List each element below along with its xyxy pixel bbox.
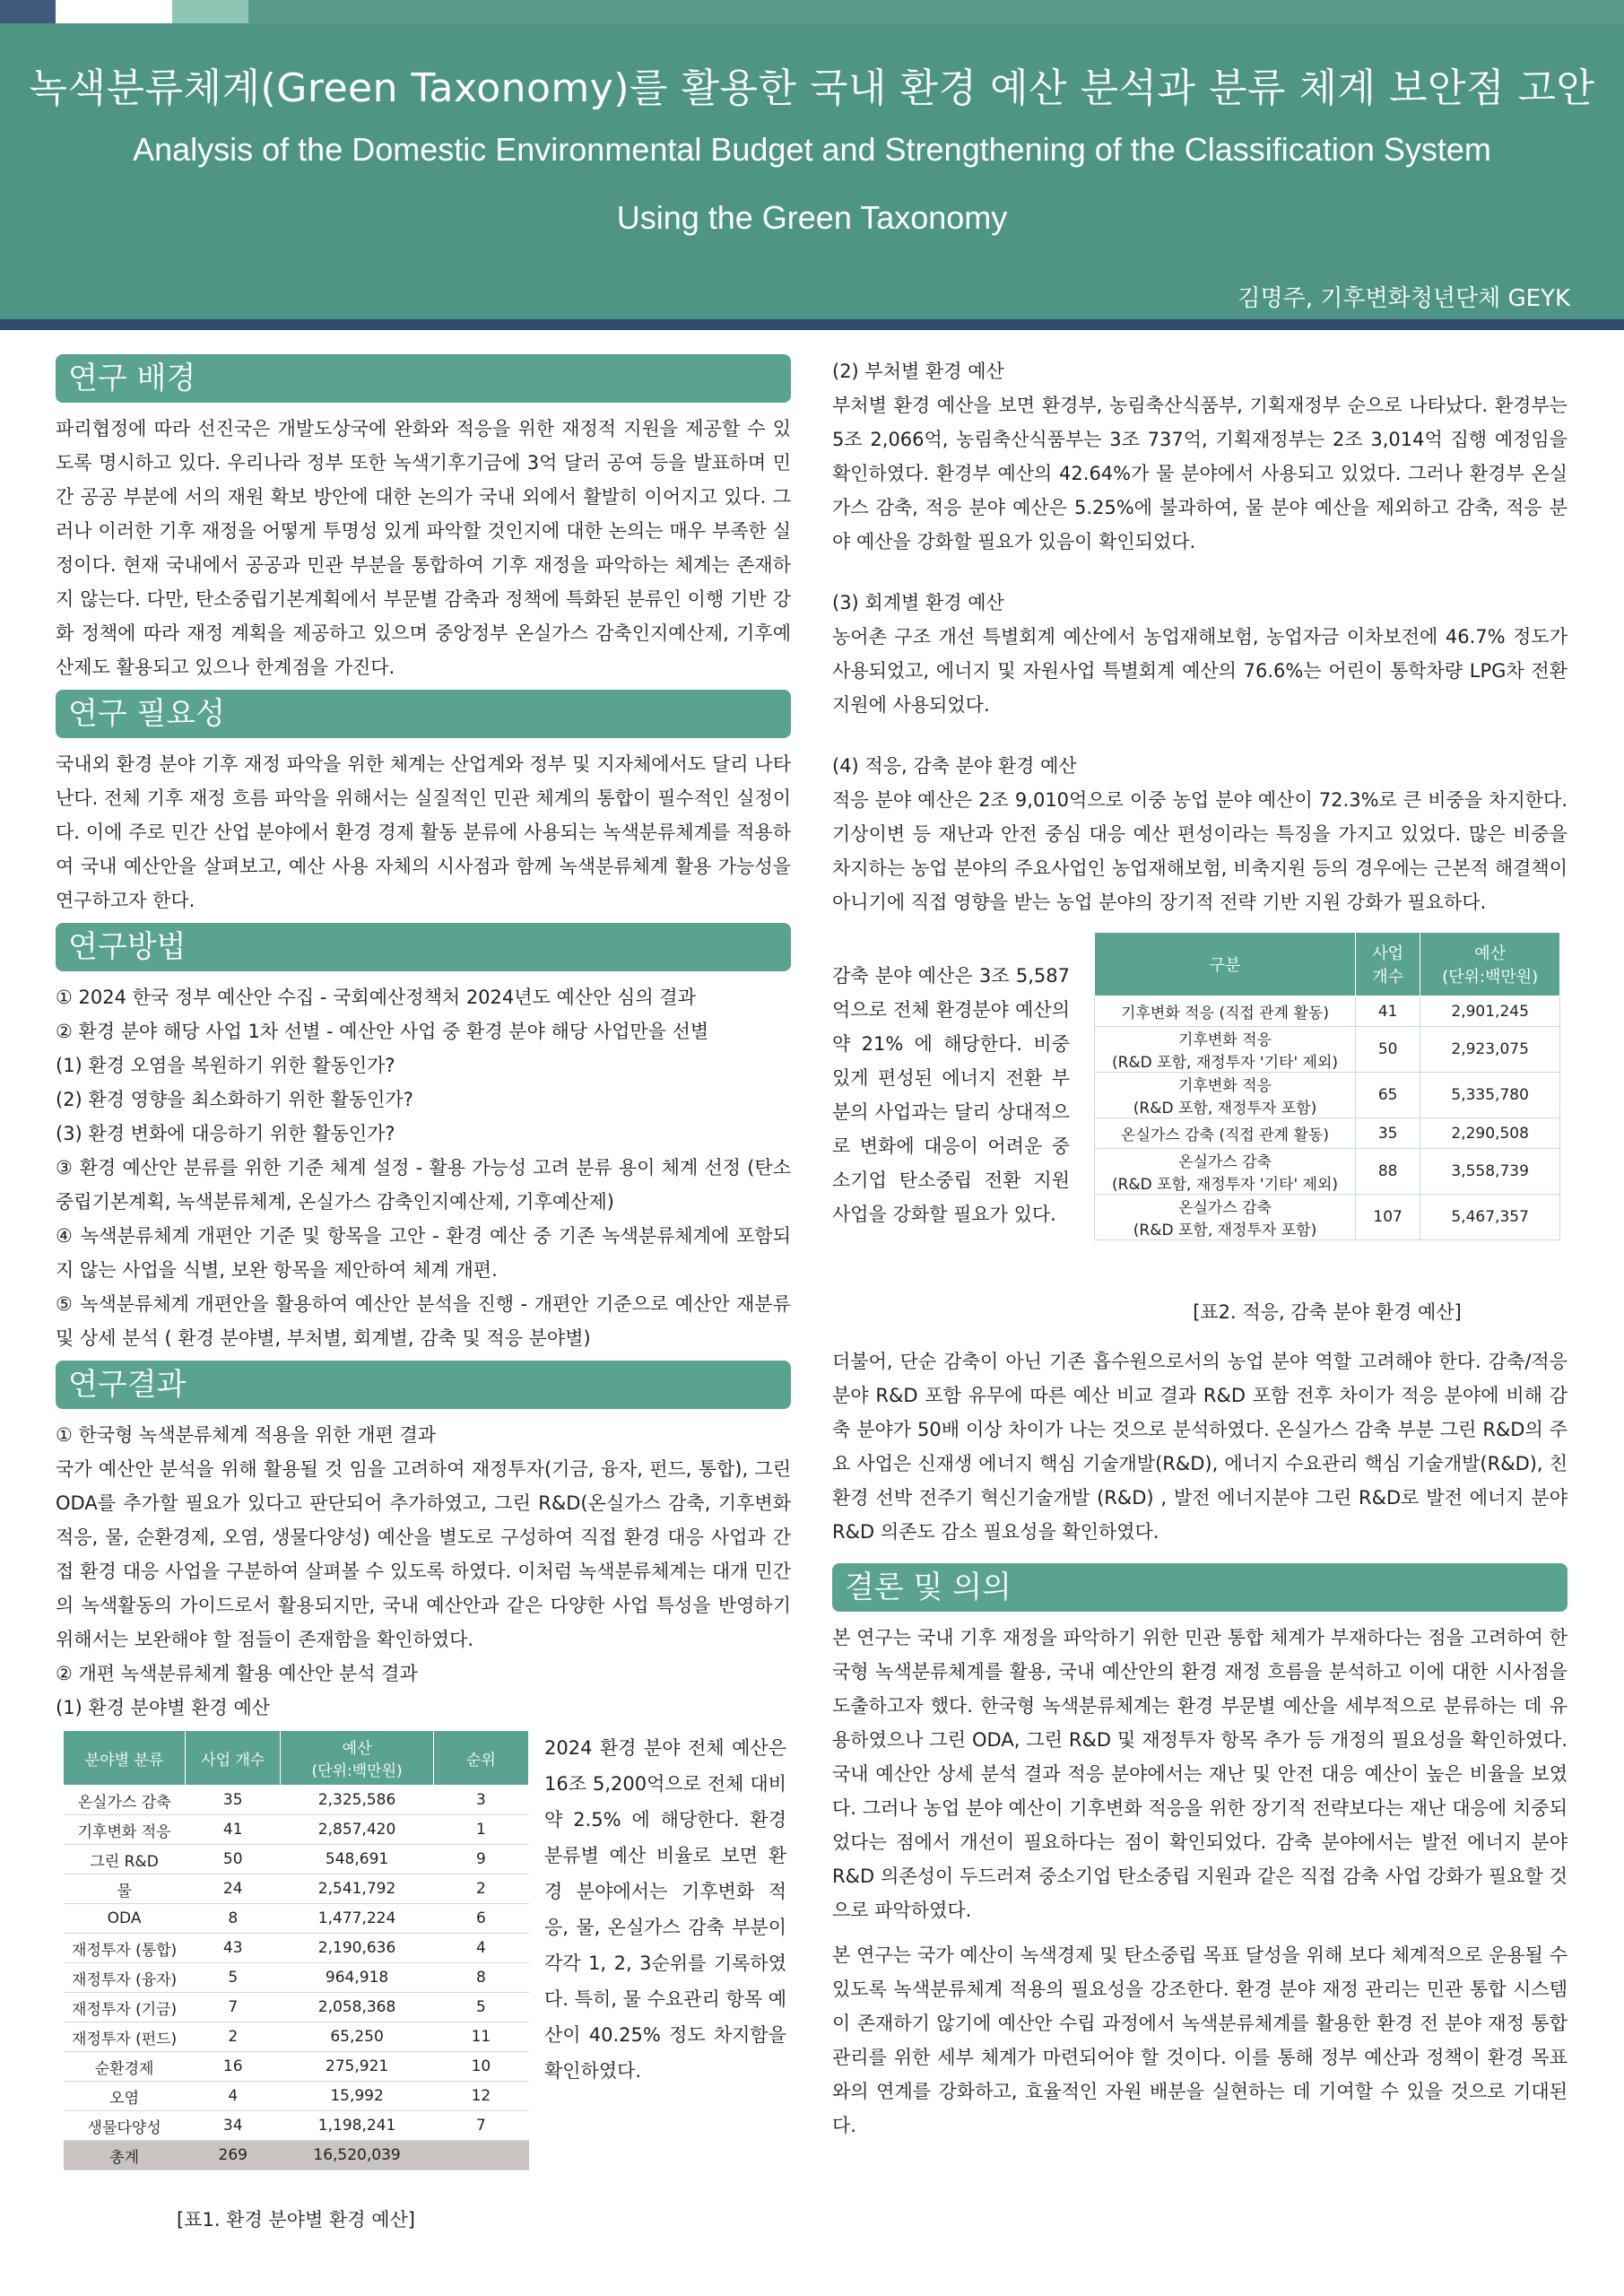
table-cell: 5,335,780: [1420, 1073, 1560, 1118]
table-cell: 10: [433, 2052, 528, 2082]
category-qualifier: (R&D 포함, 재정투자 '기타' 제외): [1111, 1176, 1338, 1194]
table1-description: 2024 환경 분야 전체 예산은 16조 5,200억으로 전체 대비 약 2.5% 에 해당한다. 환경 분류별 예산 비율로 보면 환경 분야에서는 기후변화 적응, 물, 온실가스 감축 부분이 각각 1, 2, 3순위를 기록하였다. 특히, 물 수요관리 항목 예산이 40.25% 정도 차지함을 확인하였다.: [544, 1737, 786, 2082]
category-label: 기후변화 적응: [1178, 1077, 1272, 1095]
mitigation-side-text: 감축 분야 예산은 3조 5,587억으로 전체 환경분야 예산의 약 21% 에 해당한다. 비중 있게 편성된 에너지 전환 부분의 사업과는 달리 상대적으로 변화에 대응이 어려운 중소기업 탄소중립 전환 지원 사업을 강화할 필요가 있다.: [832, 965, 1070, 1225]
title-korean: 녹색분류체계(Green Taxonomy)를 활용한 국내 환경 예산 분석과 분류 체계 보안점 고안: [29, 65, 1595, 111]
table-cell: 5,467,357: [1420, 1195, 1560, 1240]
category-label: 기후변화 적응 (직접 관계 활동): [1121, 1004, 1329, 1022]
table-cell: 65: [1355, 1073, 1420, 1118]
ministry-text: 부처별 환경 예산을 보면 환경부, 농림축산식품부, 기획재정부 순으로 나타났다. 환경부는 5조 2,066억, 농림축산식품부는 3조 737억, 기획재정부는 2조 3,014억 집행 예정임을 확인하였다. 환경부 예산의 42.64%가 물 분야에서 사용되고 있었다. 그러나 환경부 온실가스 감축, 적응 분야 예산은 5.25%에 불과하여, 물 분야 예산을 제외하고 감축, 적응 분야 예산을 강화할 필요가 있음이 확인되었다.: [832, 395, 1568, 552]
right-column: [832, 354, 1568, 2143]
table-cell: 43: [186, 1934, 281, 1963]
ministry-heading: (2) 부처별 환경 예산: [832, 361, 1004, 382]
table-row: [1095, 1027, 1560, 1073]
table-row: [64, 2082, 529, 2111]
table-cell: 35: [1355, 1118, 1420, 1149]
table-cell: ODA: [64, 1904, 186, 1934]
section-heading-results: 연구결과: [56, 1361, 791, 1409]
table-cell: 2,190,636: [281, 1934, 433, 1963]
title-english-line2: Using the Green Taxonomy: [616, 199, 1008, 236]
table-cell: 16,520,039: [281, 2141, 433, 2170]
table-cell: 재정투자 (융자): [64, 1963, 186, 1993]
table1-header: 분야별 분류: [64, 1731, 186, 1786]
table-cell: 9: [433, 1845, 528, 1874]
table-cell: 15,992: [281, 2082, 433, 2111]
method-line: (1) 환경 오염을 복원하기 위한 활동인가?: [56, 1055, 395, 1076]
table-row: [64, 1963, 529, 1993]
header-divider: [0, 319, 1624, 330]
section-heading-background: 연구 배경: [56, 354, 791, 403]
table-cell: 275,921: [281, 2052, 433, 2082]
table2-header: 예산 (단위:백만원): [1420, 933, 1560, 996]
table-cell: 41: [186, 1815, 281, 1845]
table2-header: 사업 개수: [1355, 933, 1420, 996]
section-heading-necessity: 연구 필요성: [56, 690, 791, 738]
table-cell: [1095, 1149, 1356, 1195]
background-text: 파리협정에 따라 선진국은 개발도상국에 완화와 적응을 위한 재정적 지원을 제공할 수 있도록 명시하고 있다. 우리나라 정부 또한 녹색기후기금에 3억 달러 공여 등을 발표하며 민간 공공 부분에 서의 재원 확보 방안에 대한 논의가 국내 외에서 활발히 이어지고 있다. 그러나 이러한 기후 재정을 어떻게 투명성 있게 파악할 것인지에 대한 논의는 매우 부족한 실정이다. 현재 국내에서 공공과 민관 부분을 통합하여 기후 재정을 파악하는 체계는 존재하지 않는다. 다만, 탄소중립기본계획에서 부문별 감축과 정책에 특화된 분류인 이행 기반 강화 정책에 따라 재정 계획을 제공하고 있으며 중앙정부 온실가스 감축인지예산제, 기후예산제도 활용되고 있으나 한계점을 가진다.: [56, 418, 791, 678]
method-line: ④ 녹색분류체계 개편안 기준 및 항목을 고안 - 환경 예산 중 기존 녹색분류체계에 포함되지 않는 사업을 식별, 보완 항목을 제안하여 체계 개편.: [56, 1225, 791, 1281]
table-row: [64, 2022, 529, 2052]
table-cell: 그린 R&D: [64, 1845, 186, 1874]
title-english-line1: Analysis of the Domestic Environmental Budget and Strengthening of the Classification System: [133, 131, 1491, 168]
table-cell: 2,923,075: [1420, 1027, 1560, 1073]
table-cell: 5: [433, 1993, 528, 2022]
adapt-heading: (4) 적응, 감축 분야 환경 예산: [832, 755, 1077, 777]
table1-header: 예산 (단위:백만원): [281, 1731, 433, 1786]
adapt-text: 적응 분야 예산은 2조 9,010억으로 이중 농업 분야 예산이 72.3%로 큰 비중을 차지한다. 기상이변 등 재난과 안전 중심 대응 예산 편성이라는 특징을 가지고 있었다. 많은 비중을 차지하는 농업 분야의 주요사업인 농업재해보험, 비축지원 등의 경우에는 근본적 해결책이 아니기에 직접 영향을 받는 농업 분야의 장기적 전략 기반 지원 강화가 필요하다.: [832, 789, 1568, 913]
method-line: ② 환경 분야 해당 사업 1차 선별 - 예산안 사업 중 환경 분야 해당 사업만을 선별: [56, 1021, 709, 1042]
conclusion-text2: 본 연구는 국가 예산이 녹색경제 및 탄소중립 목표 달성을 위해 보다 체계적으로 운용될 수 있도록 녹색분류체계 적용의 필요성을 강조한다. 환경 분야 재정 관리는 민관 통합 시스템이 존재하기 않기에 예산안 수립 과정에서 녹색분류체계를 활용한 환경 전 분야 재정 통합 관리를 위한 세부 체계가 마련되어야 할 것이다. 이를 통해 정부 예산과 정책이 환경 목표와의 연계를 강화하고, 효율적인 자원 배분을 실현하는 데 기여할 수 있을 것으로 기대된다.: [832, 1944, 1568, 2136]
table-cell: 재정투자 (통합): [64, 1934, 186, 1963]
table-cell: 2,541,792: [281, 1874, 433, 1904]
table-cell: 7: [433, 2111, 528, 2141]
table-cell: 41: [1355, 996, 1420, 1027]
table1-header: 사업 개수: [186, 1731, 281, 1786]
category-label: 온실가스 감축: [1178, 1199, 1272, 1217]
table-cell: [1095, 1195, 1356, 1240]
table-cell: 기후변화 적응: [64, 1815, 186, 1845]
table-cell: 5: [186, 1963, 281, 1993]
table-cell: 오염: [64, 2082, 186, 2111]
table-cell: 4: [433, 1934, 528, 1963]
table-cell: 11: [433, 2022, 528, 2052]
results-text1: 국가 예산안 분석을 위해 활용될 것 임을 고려하여 재정투자(기금, 융자, 펀드, 통합), 그린 ODA를 추가할 필요가 있다고 판단되어 추가하였고, 그린 R&D(온실가스 감축, 기후변화 적응, 물, 순환경제, 오염, 생물다양성) 예산을 별도로 구성하여 직접 환경 대응 사업과 간접 환경 대응 사업을 구분하여 살펴볼 수 있도록 하였다. 이처럼 녹색분류체계는 대개 민간의 녹색활동의 가이드로서 활용되지만, 국내 예산안과 같은 다양한 사업 특성을 반영하기 위해서는 보완해야 할 점들이 존재함을 확인하였다.: [56, 1458, 791, 1650]
table1-caption: [표1. 환경 분야별 환경 예산]: [177, 2209, 415, 2231]
category-label: 기후변화 적응: [1178, 1031, 1272, 1049]
table-cell: 34: [186, 2111, 281, 2141]
author-affiliation: 김명주, 기후변화청년단체 GEYK: [1238, 285, 1570, 312]
account-text: 농어촌 구조 개선 특별회계 예산에서 농업재해보험, 농업자금 이차보전에 46.7% 정도가 사용되었고, 에너지 및 자원사업 특별회계 예산의 76.6%는 어린이 통학차량 LPG차 전환지원에 사용되었다.: [832, 626, 1568, 716]
table-adapt-mitigation-budget: [1094, 932, 1560, 1240]
table-cell: 16: [186, 2052, 281, 2082]
table-cell: [1095, 1118, 1356, 1149]
table-cell: 재정투자 (펀드): [64, 2022, 186, 2052]
table-row: [64, 1993, 529, 2022]
category-qualifier: (R&D 포함, 재정투자 포함): [1133, 1222, 1317, 1239]
table-cell: [1095, 996, 1356, 1027]
left-column: [56, 354, 791, 2232]
results-sub3: (1) 환경 분야별 환경 예산: [56, 1697, 271, 1718]
table1-header: 순위: [433, 1731, 528, 1786]
accent-block-navy: [0, 0, 56, 23]
table-row: [64, 1934, 529, 1963]
table-cell: 548,691: [281, 1845, 433, 1874]
method-line: ① 2024 한국 정부 예산안 수집 - 국회예산정책처 2024년도 예산안 심의 결과: [56, 987, 696, 1008]
table-cell: 재정투자 (기금): [64, 1993, 186, 2022]
table-cell: 1,198,241: [281, 2111, 433, 2141]
table-cell: 총계: [64, 2141, 186, 2170]
method-line: ⑤ 녹색분류체계 개편안을 활용하여 예산안 분석을 진행 - 개편안 기준으로 예산안 재분류 및 상세 분석 ( 환경 분야별, 부처별, 회계별, 감축 및 적응 분야별): [56, 1293, 791, 1349]
table-cell: 8: [433, 1963, 528, 1993]
table-cell: 24: [186, 1874, 281, 1904]
table-row: [64, 1786, 529, 1815]
table-cell: 964,918: [281, 1963, 433, 1993]
table-cell: 269: [186, 2141, 281, 2170]
table-row: [1095, 996, 1560, 1027]
table-row: [64, 2111, 529, 2141]
table2-block: [832, 932, 1568, 1344]
method-line: (2) 환경 영향을 최소화하기 위한 활동인가?: [56, 1089, 413, 1110]
table-cell: 2,857,420: [281, 1815, 433, 1845]
table-row: [64, 1845, 529, 1874]
accent-block-white: [56, 0, 172, 23]
table-cell: 2: [186, 2022, 281, 2052]
category-label: 온실가스 감축 (직접 관계 활동): [1121, 1126, 1329, 1144]
table-cell: 2,058,368: [281, 1993, 433, 2022]
table1-block: [56, 1730, 791, 2232]
table-cell: 88: [1355, 1149, 1420, 1195]
table-cell: 6: [433, 1904, 528, 1934]
method-line: (3) 환경 변화에 대응하기 위한 활동인가?: [56, 1123, 395, 1144]
table-cell: 65,250: [281, 2022, 433, 2052]
table-row: [64, 2052, 529, 2082]
table-row: [1095, 1118, 1560, 1149]
adapt-text2: 더불어, 단순 감축이 아닌 기존 흡수원으로서의 농업 분야 역할 고려해야 한다. 감축/적응 분야 R&D 포함 유무에 따른 예산 비교 결과 R&D 포함 전후 차이가 적응 분야에 비해 감축 분야가 50배 이상 차이가 나는 것으로 분석하였다. 온실가스 감축 부분 그린 R&D의 주요 사업은 신재생 에너지 핵심 기술개발(R&D), 에너지 수요관리 핵심 기술개발(R&D), 친환경 선박 전주기 혁신기술개발 (R&D) , 발전 에너지분야 그린 R&D로 발전 에너지 분야 R&D 의존도 감소 필요성을 확인하였다.: [832, 1351, 1568, 1543]
category-qualifier: (R&D 포함, 재정투자 포함): [1133, 1100, 1317, 1118]
table-cell: 물: [64, 1874, 186, 1904]
table-cell: 1,477,224: [281, 1904, 433, 1934]
table-cell: 107: [1355, 1195, 1420, 1240]
table-cell: 2,901,245: [1420, 996, 1560, 1027]
table-cell: 50: [1355, 1027, 1420, 1073]
table-cell: [1095, 1073, 1356, 1118]
necessity-text: 국내외 환경 분야 기후 재정 파악을 위한 체계는 산업계와 정부 및 지자체에서도 달리 나타난다. 전체 기후 재정 흐름 파악을 위해서는 실질적인 민관 체계의 통합이 필수적인 실정이다. 이에 주로 민간 산업 분야에서 환경 경제 활동 분류에 사용되는 녹색분류체계를 적용하여 국내 예산안을 살펴보고, 예산 사용 자체의 시사점과 함께 녹색분류체계 활용 가능성을 연구하고자 한다.: [56, 753, 791, 911]
table-cell: 3: [433, 1786, 528, 1815]
account-heading: (3) 회계별 환경 예산: [832, 592, 1004, 613]
table-cell: 12: [433, 2082, 528, 2111]
top-accent-bar: [0, 0, 1624, 23]
category-qualifier: (R&D 포함, 재정투자 '기타' 제외): [1111, 1054, 1338, 1072]
table-row: [64, 1815, 529, 1845]
section-heading-method: 연구방법: [56, 923, 791, 971]
table-total-row: [64, 2141, 529, 2170]
conclusion-text1: 본 연구는 국내 기후 재정을 파악하기 위한 민관 통합 체계가 부재하다는 점을 고려하여 한국형 녹색분류체계를 활용, 국내 예산안의 환경 재정 흐름을 분석하고 이에 대한 시사점을 도출하고자 했다. 한국형 녹색분류체계는 환경 부문별 예산을 세부적으로 분류하는 데 유용하였으나 그린 ODA, 그린 R&D 및 재정투자 항목 추가 등 개정의 필요성을 확인하였다. 국내 예산안 상세 분석 결과 적응 분야에서는 재난 및 안전 대응 예산이 높은 비율을 보였다. 그러나 농업 분야 예산이 기후변화 적응을 위한 장기적 전략보다는 재난 대응에 치중되었다는 점에서 개선이 필요하다는 점이 확인되었다. 감축 분야에서는 발전 에너지 분야 R&D 의존성이 두드러져 중소기업 탄소중립 지원과 같은 직접 감축 사업 강화가 필요할 것으로 파악하였다.: [832, 1627, 1568, 1921]
results-sub2: ② 개편 녹색분류체계 활용 예산안 분석 결과: [56, 1663, 418, 1684]
table-row: [1095, 1195, 1560, 1240]
table-cell: 8: [186, 1904, 281, 1934]
table-cell: 1: [433, 1815, 528, 1845]
method-line: ③ 환경 예산안 분류를 위한 기준 체계 설정 - 활용 가능성 고려 분류 용이 체계 선정 (탄소중립기본계획, 녹색분류체계, 온실가스 감축인지예산제, 기후예산제): [56, 1157, 791, 1213]
table-cell: 2,325,586: [281, 1786, 433, 1815]
category-label: 온실가스 감축: [1178, 1153, 1272, 1171]
table-cell: 7: [186, 1993, 281, 2022]
table-cell: 2: [433, 1874, 528, 1904]
accent-block-mint: [172, 0, 248, 23]
table-cell: 35: [186, 1786, 281, 1815]
poster-header: [0, 23, 1624, 319]
section-heading-conclusion: 결론 및 의의: [832, 1563, 1568, 1612]
table2-caption: [표2. 적응, 감축 분야 환경 예산]: [1193, 1301, 1462, 1323]
table2-header: 구분: [1095, 933, 1356, 996]
table-row: [64, 1874, 529, 1904]
table-cell: 4: [186, 2082, 281, 2111]
table-row: [64, 1904, 529, 1934]
table-row: [1095, 1073, 1560, 1118]
table-cell: 2,290,508: [1420, 1118, 1560, 1149]
table-cell: 순환경제: [64, 2052, 186, 2082]
table-row: [1095, 1149, 1560, 1195]
table-cell: 생물다양성: [64, 2111, 186, 2141]
table-cell: [433, 2141, 528, 2170]
table-cell: 3,558,739: [1420, 1149, 1560, 1195]
results-sub1: ① 한국형 녹색분류체계 적용을 위한 개편 결과: [56, 1424, 437, 1446]
table-cell: [1095, 1027, 1356, 1073]
table-cell: 50: [186, 1845, 281, 1874]
table-env-budget-by-field: [63, 1730, 529, 2170]
table-cell: 온실가스 감축: [64, 1786, 186, 1815]
